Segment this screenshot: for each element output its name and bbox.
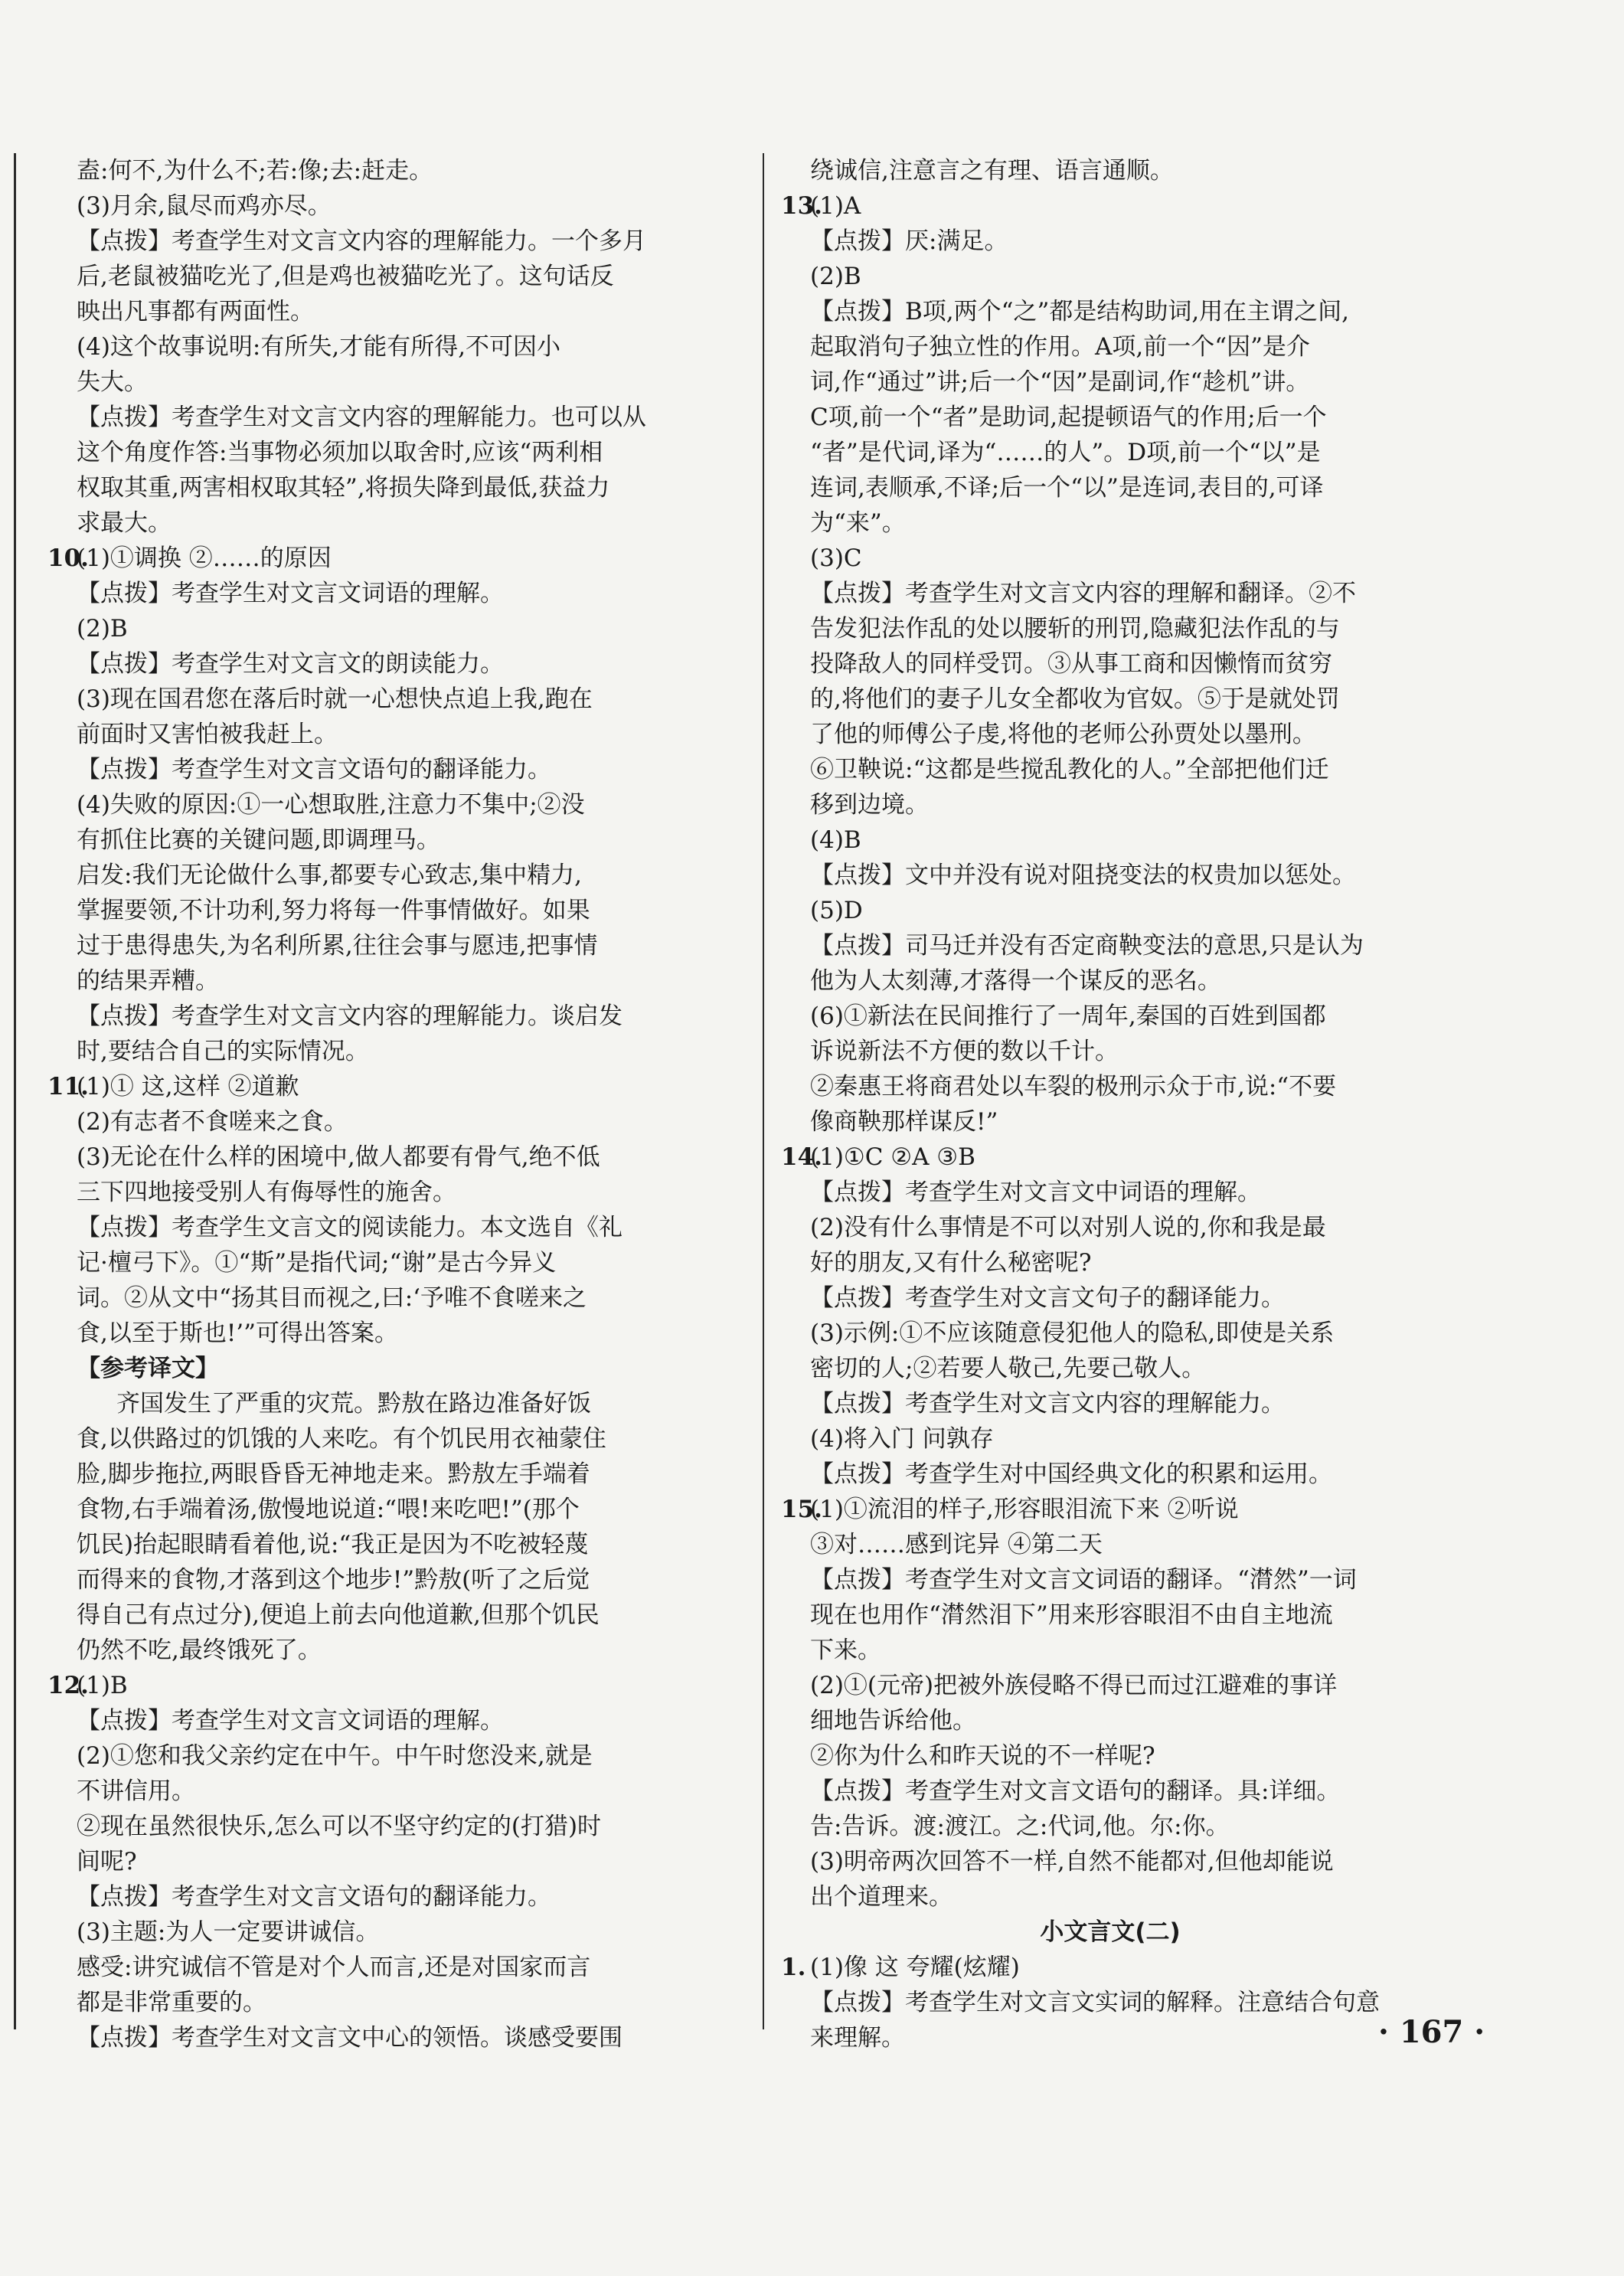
line-text: 【点拨】考查学生对文言文语句的翻译。具:详细。 <box>810 1777 1341 1805</box>
text-line <box>47 294 721 329</box>
text-line <box>47 259 721 294</box>
text-line <box>781 153 1439 188</box>
text-line <box>47 188 721 224</box>
line-text: (4)这个故事说明:有所失,才能有所得,不可因小 <box>77 333 561 361</box>
line-text: 而得来的食物,才落到这个地步!”黔敖(听了之后觉 <box>77 1566 590 1594</box>
line-text: 这个角度作答:当事物必须加以取舍时,应该“两利相 <box>77 439 603 466</box>
line-text: 词,作“通过”讲;后一个“因”是副词,作“趁机”讲。 <box>810 368 1310 396</box>
line-text: 盍:何不,为什么不;若:像;去:赶走。 <box>77 157 433 185</box>
text-line <box>47 365 721 400</box>
text-line <box>47 1915 721 1950</box>
line-text: 起取消句子独立性的作用。A项,前一个“因”是介 <box>810 333 1310 361</box>
text-line <box>47 893 721 928</box>
line-text: 了他的师傅公子虔,将他的老师公孙贾处以墨刑。 <box>810 721 1316 748</box>
text-line <box>47 1104 721 1140</box>
line-text: 来理解。 <box>810 2024 905 2052</box>
line-text: 下来。 <box>810 1637 881 1664</box>
text-line <box>47 1703 721 1738</box>
text-line <box>781 1738 1439 1774</box>
line-text: 有抓住比赛的关键问题,即调理马。 <box>77 826 440 854</box>
line-text: 掌握要领,不计功利,努力将每一件事情做好。如果 <box>77 897 590 924</box>
page-number: · 167 · <box>1378 2014 1485 2050</box>
line-text: ⑥卫鞅说:“这都是些搅乱教化的人。”全部把他们迁 <box>810 756 1329 783</box>
text-line <box>781 1386 1439 1421</box>
text-line <box>47 1809 721 1844</box>
text-line <box>781 329 1439 365</box>
line-text: 【点拨】考查学生对文言文语句的翻译能力。 <box>77 1883 551 1911</box>
line-text: 食物,右手端着汤,傲慢地说道:“喂!来吃吧!”(那个 <box>77 1496 580 1523</box>
text-line <box>47 787 721 822</box>
line-text: 【点拨】考查学生对文言文中心的领悟。谈感受要围 <box>77 2024 622 2052</box>
text-line <box>47 2020 721 2055</box>
text-line <box>47 928 721 963</box>
text-line <box>47 682 721 717</box>
line-text: (3)现在国君您在落后时就一心想快点追上我,跑在 <box>77 685 593 713</box>
line-text: 失大。 <box>77 368 148 396</box>
text-line <box>47 999 721 1034</box>
line-text: (2)B <box>810 263 861 290</box>
line-text: 告发犯法作乱的处以腰斩的刑罚,隐藏犯法作乱的与 <box>810 615 1340 643</box>
line-text: 【点拨】考查学生对文言文词语的翻译。“潸然”一词 <box>810 1566 1357 1594</box>
line-text: 出个道理来。 <box>810 1883 953 1911</box>
text-line <box>47 646 721 682</box>
line-text: 食,以供路过的饥饿的人来吃。有个饥民用衣袖蒙住 <box>77 1425 606 1453</box>
text-line <box>781 611 1439 646</box>
text-line <box>781 717 1439 752</box>
text-line <box>47 1985 721 2020</box>
text-line <box>47 1774 721 1809</box>
text-line <box>47 1597 721 1633</box>
left-margin-rule <box>14 153 16 2029</box>
question-number: 1. <box>781 1954 806 1981</box>
line-text: 食,以至于斯也!’”可得出答案。 <box>77 1319 399 1347</box>
line-text: 密切的人;②若要人敬己,先要己敬人。 <box>810 1355 1206 1382</box>
text-line <box>781 1985 1439 2020</box>
line-text: 时,要结合自己的实际情况。 <box>77 1038 369 1065</box>
text-line <box>781 259 1439 294</box>
text-line <box>47 1175 721 1210</box>
text-line <box>781 1069 1439 1104</box>
line-text: 【点拨】考查学生对文言文的朗读能力。 <box>77 650 504 678</box>
text-line <box>781 1104 1439 1140</box>
text-line <box>47 1457 721 1492</box>
text-line <box>781 682 1439 717</box>
text-line <box>781 999 1439 1034</box>
line-text: ②秦惠王将商君处以车裂的极刑示众于市,说:“不要 <box>810 1073 1337 1100</box>
text-line <box>47 1280 721 1316</box>
line-text: 为“来”。 <box>810 509 906 537</box>
line-text: 启发:我们无论做什么事,都要专心致志,集中精力, <box>77 862 583 889</box>
text-line <box>781 1351 1439 1386</box>
text-line <box>47 717 721 752</box>
text-line <box>47 1668 721 1703</box>
text-line <box>47 858 721 893</box>
line-text: (6)①新法在民间推行了一周年,秦国的百姓到国都 <box>810 1002 1326 1030</box>
text-line <box>781 928 1439 963</box>
line-text: (2)B <box>77 615 128 643</box>
text-line <box>47 1421 721 1457</box>
text-line <box>781 470 1439 505</box>
line-text: 小文言文(二) <box>1040 1918 1181 1946</box>
line-text: 【点拨】考查学生对文言文语句的翻译能力。 <box>77 756 551 783</box>
text-line <box>47 1069 721 1104</box>
text-line <box>781 576 1439 611</box>
line-text: 都是非常重要的。 <box>77 1989 266 2016</box>
line-text: 【点拨】厌:满足。 <box>810 227 1008 255</box>
line-text: 【点拨】考查学生对文言文内容的理解能力。谈启发 <box>77 1002 622 1030</box>
question-number: 13. <box>781 192 822 220</box>
text-line <box>47 1633 721 1668</box>
line-text: 不讲信用。 <box>77 1777 195 1805</box>
line-text: 三下四地接受别人有侮辱性的施舍。 <box>77 1179 456 1206</box>
text-line <box>781 1597 1439 1633</box>
line-text: 他为人太刻薄,才落得一个谋反的恶名。 <box>810 967 1221 995</box>
text-line <box>781 1316 1439 1351</box>
line-text: 移到边境。 <box>810 791 929 819</box>
line-text: (3)月余,鼠尽而鸡亦尽。 <box>77 192 332 220</box>
line-text: 【参考译文】 <box>77 1355 219 1382</box>
text-line <box>781 1915 1439 1950</box>
text-line <box>781 1140 1439 1175</box>
line-text: (5)D <box>810 897 863 924</box>
line-text: ②你为什么和昨天说的不一样呢? <box>810 1742 1155 1770</box>
text-line <box>47 224 721 259</box>
line-text: 后,老鼠被猫吃光了,但是鸡也被猫吃光了。这句话反 <box>77 263 614 290</box>
text-line <box>781 787 1439 822</box>
line-text: 过于患得患失,为名利所累,往往会事与愿违,把事情 <box>77 932 598 960</box>
text-line <box>47 1950 721 1985</box>
text-line <box>781 1668 1439 1703</box>
text-line <box>781 893 1439 928</box>
line-text: 权取其重,两害相权取其轻”,将损失降到最低,获益力 <box>77 474 610 502</box>
text-line <box>47 1492 721 1527</box>
text-line <box>781 1633 1439 1668</box>
line-text: 【点拨】考查学生对文言文内容的理解和翻译。②不 <box>810 580 1356 607</box>
text-line <box>781 1562 1439 1597</box>
text-line <box>781 505 1439 541</box>
line-text: 绕诚信,注意言之有理、语言通顺。 <box>810 157 1174 185</box>
text-line <box>47 1140 721 1175</box>
line-text: 仍然不吃,最终饿死了。 <box>77 1637 322 1664</box>
line-text: (1)①流泪的样子,形容眼泪流下来 ②听说 <box>810 1496 1239 1523</box>
line-text: 【点拨】考查学生对文言文内容的理解能力。 <box>810 1390 1285 1418</box>
text-line <box>781 1245 1439 1280</box>
line-text: 【点拨】考查学生文言文的阅读能力。本文选自《礼 <box>77 1214 622 1241</box>
text-line <box>781 1774 1439 1809</box>
text-line <box>47 963 721 999</box>
text-line <box>47 1844 721 1879</box>
text-line <box>781 1950 1439 1985</box>
text-line <box>47 1386 721 1421</box>
line-text: 【点拨】考查学生对文言文实词的解释。注意结合句意 <box>810 1989 1380 2016</box>
line-text: 现在也用作“潸然泪下”用来形容眼泪不由自主地流 <box>810 1601 1333 1629</box>
text-line <box>781 365 1439 400</box>
line-text: 记·檀弓下》。①“斯”是指代词;“谢”是古今异义 <box>77 1249 557 1277</box>
text-line <box>781 822 1439 858</box>
line-text: 【点拨】文中并没有说对阻挠变法的权贵加以惩处。 <box>810 862 1356 889</box>
text-line <box>781 1034 1439 1069</box>
text-line <box>47 329 721 365</box>
text-line <box>781 1703 1439 1738</box>
text-line <box>47 1316 721 1351</box>
line-text: 得自己有点过分),便追上前去向他道歉,但那个饥民 <box>77 1601 600 1629</box>
text-line <box>47 1738 721 1774</box>
text-line <box>781 541 1439 576</box>
line-text: (4)B <box>810 826 861 854</box>
line-text: 诉说新法不方便的数以千计。 <box>810 1038 1119 1065</box>
text-line <box>47 1034 721 1069</box>
line-text: 脸,脚步拖拉,两眼昏昏无神地走来。黔敖左手端着 <box>77 1460 590 1488</box>
line-text: (4)将入门 问孰存 <box>810 1425 994 1453</box>
question-number: 14. <box>781 1143 822 1171</box>
line-text: 好的朋友,又有什么秘密呢? <box>810 1249 1092 1277</box>
line-text: (3)明帝两次回答不一样,自然不能都对,但他却能说 <box>810 1848 1334 1875</box>
text-line <box>47 1879 721 1915</box>
line-text: 的,将他们的妻子儿女全都收为官奴。⑤于是就处罚 <box>810 685 1340 713</box>
text-line <box>781 1175 1439 1210</box>
line-text: (1)像 这 夸耀(炫耀) <box>810 1954 1020 1981</box>
line-text: 投降敌人的同样受罚。③从事工商和因懒惰而贫穷 <box>810 650 1332 678</box>
line-text: (1)B <box>77 1672 128 1699</box>
line-text: 间呢? <box>77 1848 137 1875</box>
line-text: ③对……感到诧异 ④第二天 <box>810 1531 1103 1558</box>
text-line <box>781 1210 1439 1245</box>
question-number: 11. <box>47 1073 89 1100</box>
text-line <box>47 752 721 787</box>
line-text: “者”是代词,译为“……的人”。D项,前一个“以”是 <box>810 439 1321 466</box>
line-text: (1)① 这,这样 ②道歉 <box>77 1073 299 1100</box>
text-line <box>781 1492 1439 1527</box>
right-column <box>781 153 1439 2055</box>
text-line <box>47 541 721 576</box>
line-text: (2)①(元帝)把被外族侵略不得已而过江避难的事详 <box>810 1672 1338 1699</box>
line-text: 【点拨】考查学生对文言文内容的理解能力。一个多月 <box>77 227 646 255</box>
line-text: 前面时又害怕被我赶上。 <box>77 721 338 748</box>
text-line <box>781 752 1439 787</box>
text-line <box>47 435 721 470</box>
line-text: 词。②从文中“扬其目而视之,曰:‘予唯不食嗟来之 <box>77 1284 587 1312</box>
question-number: 15. <box>781 1496 822 1523</box>
text-line <box>47 1562 721 1597</box>
text-line <box>47 822 721 858</box>
line-text: 【点拨】考查学生对文言文词语的理解。 <box>77 1707 504 1735</box>
text-line <box>781 1527 1439 1562</box>
line-text: (3)C <box>810 544 862 572</box>
line-text: (1)A <box>810 192 861 220</box>
line-text: 【点拨】考查学生对文言文句子的翻译能力。 <box>810 1284 1285 1312</box>
line-text: 【点拨】考查学生对文言文词语的理解。 <box>77 580 504 607</box>
text-line <box>781 2020 1439 2055</box>
text-line <box>47 1210 721 1245</box>
line-text: (3)主题:为人一定要讲诚信。 <box>77 1918 380 1946</box>
line-text: 细地告诉给他。 <box>810 1707 976 1735</box>
line-text: 的结果弄糟。 <box>77 967 219 995</box>
text-line <box>47 1351 721 1386</box>
text-line <box>47 611 721 646</box>
text-line <box>781 1280 1439 1316</box>
question-number: 12. <box>47 1672 89 1699</box>
text-line <box>781 963 1439 999</box>
line-text: C项,前一个“者”是助词,起提顿语气的作用;后一个 <box>810 404 1327 431</box>
text-line <box>781 188 1439 224</box>
text-line <box>781 646 1439 682</box>
line-text: (2)没有什么事情是不可以对别人说的,你和我是最 <box>810 1214 1326 1241</box>
line-text: (3)示例:①不应该随意侵犯他人的隐私,即使是关系 <box>810 1319 1335 1347</box>
text-line <box>781 224 1439 259</box>
text-line <box>781 1879 1439 1915</box>
line-text: 【点拨】考查学生对中国经典文化的积累和运用。 <box>810 1460 1332 1488</box>
line-text: 告:告诉。渡:渡江。之:代词,他。尔:你。 <box>810 1813 1230 1840</box>
line-text: (1)①C ②A ③B <box>810 1143 975 1171</box>
line-text: (2)有志者不食嗟来之食。 <box>77 1108 348 1136</box>
text-line <box>47 576 721 611</box>
line-text: 【点拨】B项,两个“之”都是结构助词,用在主谓之间, <box>810 298 1350 325</box>
line-text: (4)失败的原因:①一心想取胜,注意力不集中;②没 <box>77 791 585 819</box>
text-line <box>47 470 721 505</box>
line-text: 齐国发生了严重的灾荒。黔敖在路边准备好饭 <box>116 1390 591 1418</box>
line-text: (1)①调换 ②……的原因 <box>77 544 332 572</box>
text-line <box>47 153 721 188</box>
text-line <box>47 505 721 541</box>
text-line <box>781 1457 1439 1492</box>
text-line <box>781 400 1439 435</box>
line-text: 【点拨】司马迁并没有否定商鞅变法的意思,只是认为 <box>810 932 1364 960</box>
text-line <box>781 1421 1439 1457</box>
text-line <box>781 1809 1439 1844</box>
line-text: 求最大。 <box>77 509 172 537</box>
text-line <box>47 1527 721 1562</box>
line-text: ②现在虽然很快乐,怎么可以不坚守约定的(打猎)时 <box>77 1813 602 1840</box>
text-line <box>781 1844 1439 1879</box>
line-text: 【点拨】考查学生对文言文内容的理解能力。也可以从 <box>77 404 646 431</box>
line-text: 映出凡事都有两面性。 <box>77 298 314 325</box>
text-line <box>781 294 1439 329</box>
line-text: 饥民)抬起眼睛看着他,说:“我正是因为不吃被轻蔑 <box>77 1531 589 1558</box>
line-text: 感受:讲究诚信不管是对个人而言,还是对国家而言 <box>77 1954 591 1981</box>
text-line <box>47 400 721 435</box>
text-line <box>47 1245 721 1280</box>
text-line <box>781 858 1439 893</box>
line-text: 像商鞅那样谋反!” <box>810 1108 998 1136</box>
left-column <box>47 153 721 2055</box>
question-number: 10. <box>47 544 89 572</box>
line-text: (2)①您和我父亲约定在中午。中午时您没来,就是 <box>77 1742 593 1770</box>
text-line <box>781 435 1439 470</box>
line-text: (3)无论在什么样的困境中,做人都要有骨气,绝不低 <box>77 1143 600 1171</box>
line-text: 【点拨】考查学生对文言文中词语的理解。 <box>810 1179 1261 1206</box>
column-divider <box>763 153 764 2029</box>
line-text: 连词,表顺承,不译;后一个“以”是连词,表目的,可译 <box>810 474 1324 502</box>
